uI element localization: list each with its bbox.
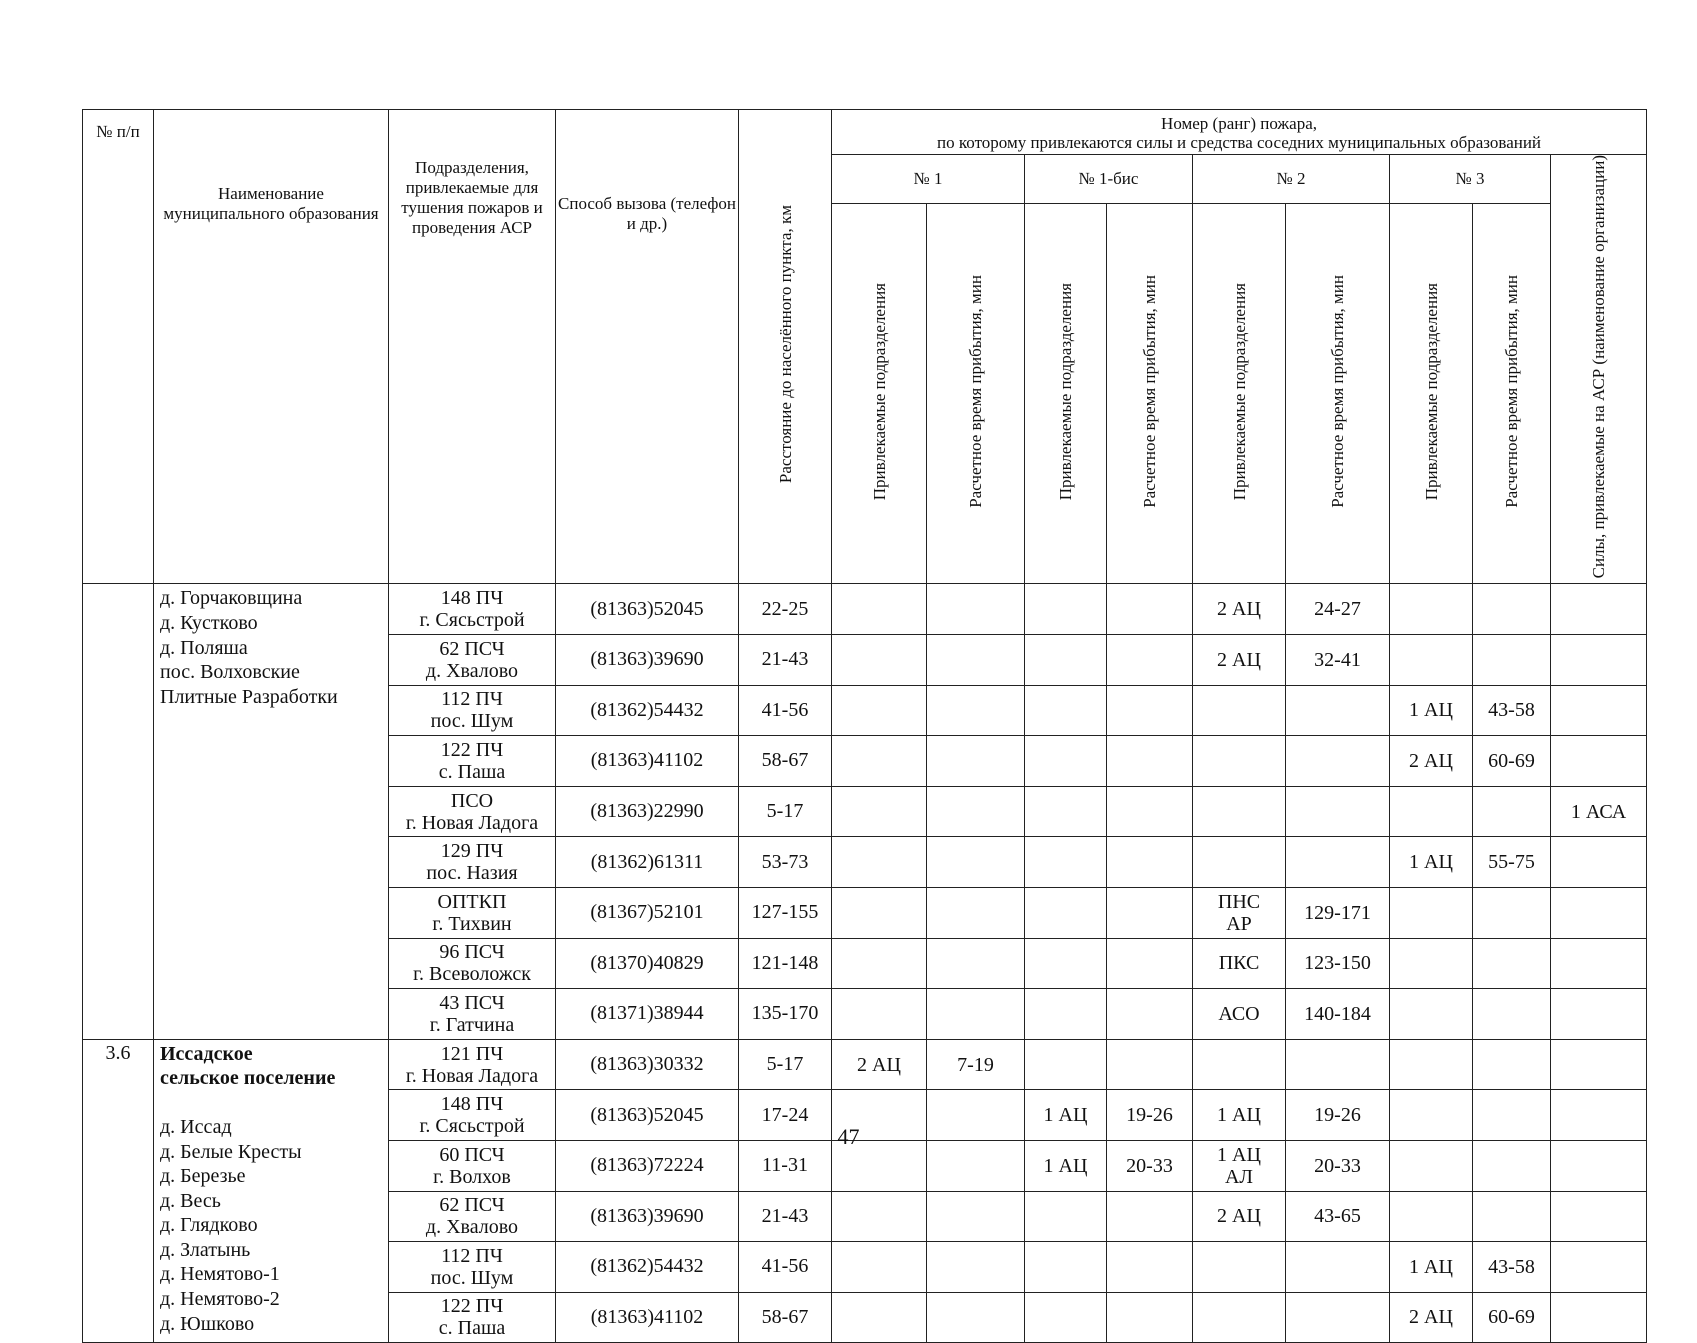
- rank-cell-r1bu: [1025, 1242, 1107, 1293]
- settlement-name: Плитные Разработки: [160, 685, 338, 708]
- rank-cell-r3t: [1473, 1039, 1551, 1090]
- rank-cell-r2u: 2 АЦ: [1193, 584, 1286, 635]
- phone-cell: (81363)22990: [556, 786, 739, 837]
- rank-cell-r2t: [1286, 837, 1390, 888]
- settlement-name: д. Белые Кресты: [160, 1140, 302, 1163]
- municipality-title: Иссадское: [160, 1042, 253, 1065]
- rank-cell-r2u: 2 АЦ: [1193, 634, 1286, 685]
- distance-cell: 121-148: [739, 938, 832, 989]
- header-asr-forces: Силы, привлекаемые на АСР (наименование организации): [1551, 155, 1647, 584]
- page-number: 47: [837, 1124, 860, 1149]
- unit-location: с. Паша: [438, 760, 506, 783]
- rank-cell-r3u: [1390, 1191, 1473, 1242]
- rank-cell-r2u: [1193, 786, 1286, 837]
- rank-cell-r1t: [927, 837, 1025, 888]
- unit-location: г. Новая Ладога: [405, 811, 539, 834]
- unit-cell: [389, 1292, 556, 1343]
- rank-cell-asr: [1551, 938, 1647, 989]
- settlement-name: д. Немятово-2: [160, 1288, 280, 1311]
- rank-cell-r1t: [927, 1292, 1025, 1343]
- table-body: [83, 584, 1647, 1343]
- rank-cell-r1bt: [1107, 736, 1193, 787]
- rank-cell-r2t: [1286, 1039, 1390, 1090]
- rank-cell-r2u: [1193, 685, 1286, 736]
- header-rank-1bis: № 1-бис: [1025, 155, 1193, 204]
- unit-location: пос. Шум: [430, 710, 514, 733]
- rank-cell-r1u: [832, 736, 927, 787]
- phone-cell: (81371)38944: [556, 989, 739, 1040]
- header-call-method: Способ вызова (телефон и др.): [556, 110, 739, 584]
- unit-name: 148 ПЧ: [440, 587, 504, 610]
- distance-cell: 53-73: [739, 837, 832, 888]
- rank-cell-r1bt: [1107, 938, 1193, 989]
- rank-cell-r1u: [832, 938, 927, 989]
- header-r2-units: Привлекаемые подразделения: [1193, 204, 1286, 584]
- unit-name: 112 ПЧ: [441, 688, 503, 711]
- phone-cell: (81363)39690: [556, 634, 739, 685]
- settlement-name: д. Юшково: [160, 1312, 255, 1335]
- rank-cell-r1u: [832, 584, 927, 635]
- rank-cell-r2t: 43-65: [1286, 1191, 1390, 1242]
- rank-cell-r2t: [1286, 685, 1390, 736]
- rank-cell-r3t: 43-58: [1473, 1242, 1551, 1293]
- rank-cell-r1bt: [1107, 1242, 1193, 1293]
- rank-cell-r1t: [927, 786, 1025, 837]
- unit-location: г. Волхов: [433, 1165, 511, 1188]
- rank-cell-r1u: [832, 685, 927, 736]
- unit-cell: [389, 685, 556, 736]
- distance-cell: 5-17: [739, 786, 832, 837]
- rank-cell-asr: [1551, 634, 1647, 685]
- rank-cell-asr: [1551, 1242, 1647, 1293]
- rank-cell-r2u: ПКС: [1193, 938, 1286, 989]
- unit-cell: [389, 837, 556, 888]
- rank-cell-r1u: [832, 1191, 927, 1242]
- phone-cell: (81367)52101: [556, 887, 739, 938]
- unit-location: пос. Шум: [430, 1266, 514, 1289]
- settlement-name: д. Иссад: [160, 1115, 232, 1138]
- rank-cell-r2t: 24-27: [1286, 584, 1390, 635]
- rank-cell-r2u: 2 АЦ: [1193, 1191, 1286, 1242]
- settlement-name: д. Глядково: [160, 1214, 258, 1237]
- rank-cell-asr: [1551, 685, 1647, 736]
- rank-cell-r2t: [1286, 736, 1390, 787]
- rank-cell-r1bu: [1025, 634, 1107, 685]
- header-r1-units: Привлекаемые подразделения: [832, 204, 927, 584]
- rank-cell-r2u: 1 АЦ: [1193, 1090, 1286, 1141]
- rank-cell-r1bu: [1025, 584, 1107, 635]
- rank-cell-asr: [1551, 1039, 1647, 1090]
- phone-cell: (81363)41102: [556, 736, 739, 787]
- rank-cell-asr: [1551, 736, 1647, 787]
- rank-title-line-1: Номер (ранг) пожара,: [1161, 114, 1318, 133]
- unit-name: 148 ПЧ: [440, 1093, 504, 1116]
- rank-cell-r3u: 1 АЦ: [1390, 685, 1473, 736]
- distance-cell: 127-155: [739, 887, 832, 938]
- rank-cell-asr: [1551, 1191, 1647, 1242]
- unit-name: ПСО: [450, 789, 494, 812]
- unit-cell: [389, 938, 556, 989]
- unit-location: г. Тихвин: [432, 912, 512, 935]
- rank-cell-r1u: [832, 887, 927, 938]
- distance-cell: 41-56: [739, 1242, 832, 1293]
- rank-cell-r2t: [1286, 1292, 1390, 1343]
- rank-cell-r1u: [832, 989, 927, 1040]
- settlement-name: д. Немятово-1: [160, 1263, 280, 1286]
- phone-cell: (81363)30332: [556, 1039, 739, 1090]
- rank-cell-r2t: 32-41: [1286, 634, 1390, 685]
- distance-cell: 5-17: [739, 1039, 832, 1090]
- rank-cell-r2u: [1193, 1039, 1286, 1090]
- phone-cell: (81363)52045: [556, 1090, 739, 1141]
- unit-cell: [389, 1242, 556, 1293]
- settlement-name: д. Кустково: [160, 611, 258, 634]
- unit-cell: [389, 584, 556, 635]
- unit-location: г. Гатчина: [429, 1013, 515, 1036]
- rank-cell-r1bu: [1025, 786, 1107, 837]
- settlement-name: д. Горчаковщина: [160, 587, 303, 610]
- rank-cell-r3t: 60-69: [1473, 736, 1551, 787]
- rank-cell-r3t: [1473, 786, 1551, 837]
- rank-cell-asr: [1551, 887, 1647, 938]
- rank-cell-r2t: [1286, 786, 1390, 837]
- rank-cell-r2t: 129-171: [1286, 887, 1390, 938]
- unit-location: г. Всеволожск: [413, 963, 531, 986]
- rank-cell-r1bt: [1107, 786, 1193, 837]
- unit-cell: [389, 887, 556, 938]
- unit-name: ОПТКП: [437, 890, 507, 913]
- rank-cell-r3u: 2 АЦ: [1390, 736, 1473, 787]
- rank-cell-r1t: 7-19: [927, 1039, 1025, 1090]
- rank-cell-r1bt: 20-33: [1107, 1140, 1193, 1191]
- rank-cell-r1u: [832, 837, 927, 888]
- settlement-name: д. Златынь: [160, 1238, 251, 1261]
- unit-name: 62 ПСЧ: [439, 637, 505, 660]
- table-row: [83, 584, 1647, 635]
- unit-location: д. Хвалово: [425, 1216, 519, 1239]
- rank-cell-r1bt: [1107, 685, 1193, 736]
- rank-cell-r2u: [1193, 837, 1286, 888]
- rank-cell-r2u: [1193, 1242, 1286, 1293]
- settlement-name: пос. Волховские: [160, 661, 300, 684]
- distance-cell: 22-25: [739, 584, 832, 635]
- rank-cell-r2t: [1286, 1242, 1390, 1293]
- phone-cell: (81363)39690: [556, 1191, 739, 1242]
- rank-cell-r1bu: [1025, 938, 1107, 989]
- rank-cell-r2t: 20-33: [1286, 1140, 1390, 1191]
- unit-location: г. Сясьстрой: [419, 609, 525, 632]
- municipality-title: сельское поселение: [160, 1067, 336, 1090]
- header-r1bis-time: Расчетное время прибытия, мин: [1107, 204, 1193, 584]
- rank-cell-r3t: [1473, 989, 1551, 1040]
- rank-cell-r1bt: [1107, 1191, 1193, 1242]
- rank-cell-r3t: [1473, 584, 1551, 635]
- rank-cell-r2u: [1193, 1292, 1286, 1343]
- rank-cell-r1bu: [1025, 1191, 1107, 1242]
- rank-cell-r1t: [927, 634, 1025, 685]
- rank-cell-r1bu: 1 АЦ: [1025, 1140, 1107, 1191]
- rank-cell-r1bt: [1107, 584, 1193, 635]
- settlement-name: д. Березье: [160, 1165, 246, 1188]
- rank-cell-r1t: [927, 584, 1025, 635]
- unit-cell: [389, 736, 556, 787]
- distance-cell: 41-56: [739, 685, 832, 736]
- distance-cell: 21-43: [739, 1191, 832, 1242]
- unit-name: 62 ПСЧ: [439, 1194, 505, 1217]
- header-number: № п/п: [83, 110, 154, 584]
- rank-cell-r1u: [832, 1242, 927, 1293]
- phone-cell: (81363)52045: [556, 584, 739, 635]
- rank-cell-r3t: 60-69: [1473, 1292, 1551, 1343]
- unit-cell: [389, 634, 556, 685]
- header-units: Подразделения, привлекаемые для тушения пожаров и проведения АСР: [389, 110, 556, 584]
- rank-cell-r3t: 55-75: [1473, 837, 1551, 888]
- unit-location: г. Сясьстрой: [419, 1115, 525, 1138]
- header-rank-1: № 1: [832, 155, 1025, 204]
- rank-cell-r1bt: [1107, 837, 1193, 888]
- rank-cell-r1t: [927, 736, 1025, 787]
- rank-cell-r3t: [1473, 1191, 1551, 1242]
- unit-name: 112 ПЧ: [441, 1244, 503, 1267]
- rank-cell-r3t: [1473, 634, 1551, 685]
- header-name: Наименование муниципального образования: [154, 110, 389, 584]
- phone-cell: (81362)54432: [556, 1242, 739, 1293]
- unit-name: 122 ПЧ: [440, 738, 504, 761]
- settlement-name: д. Поляша: [160, 636, 248, 659]
- rank-cell-r3u: [1390, 584, 1473, 635]
- distance-cell: 58-67: [739, 1292, 832, 1343]
- distance-cell: 11-31: [739, 1140, 832, 1191]
- rank-cell-r1bu: [1025, 1292, 1107, 1343]
- unit-name: 96 ПСЧ: [439, 941, 505, 964]
- rank-cell-r1bt: [1107, 1039, 1193, 1090]
- settlement-name: д. Весь: [160, 1189, 221, 1212]
- phone-cell: (81362)54432: [556, 685, 739, 736]
- rank-cell-r1t: [927, 1191, 1025, 1242]
- rank-cell-asr: [1551, 837, 1647, 888]
- header-r1-time: Расчетное время прибытия, мин: [927, 204, 1025, 584]
- rank-cell-r1t: [927, 685, 1025, 736]
- unit-cell: [389, 989, 556, 1040]
- rank-cell-r1u: [832, 1292, 927, 1343]
- rank-cell-r1bt: 19-26: [1107, 1090, 1193, 1141]
- unit-name: 129 ПЧ: [440, 840, 504, 863]
- rank-cell-r1t: [927, 1242, 1025, 1293]
- rank-cell-r3u: 1 АЦ: [1390, 1242, 1473, 1293]
- unit-name: 121 ПЧ: [440, 1042, 504, 1065]
- rank-cell-r1bu: [1025, 887, 1107, 938]
- unit-location: д. Хвалово: [425, 659, 519, 682]
- unit-location: пос. Назия: [426, 862, 518, 885]
- rank-cell-r1u: [832, 634, 927, 685]
- header-rank-3: № 3: [1390, 155, 1551, 204]
- header-rank-title: [832, 110, 1647, 155]
- rank-cell-r1bu: [1025, 736, 1107, 787]
- rank-cell-r3u: 2 АЦ: [1390, 1292, 1473, 1343]
- distance-cell: 58-67: [739, 736, 832, 787]
- rank-cell-r3u: [1390, 786, 1473, 837]
- phone-cell: (81363)72224: [556, 1140, 739, 1191]
- rank-cell-r1t: [927, 887, 1025, 938]
- unit-location: г. Новая Ладога: [405, 1064, 539, 1087]
- rank-cell-r2t: 19-26: [1286, 1090, 1390, 1141]
- header-r1bis-units: Привлекаемые подразделения: [1025, 204, 1107, 584]
- row-number: 3.6: [83, 1039, 154, 1343]
- rank-cell-r1bu: [1025, 989, 1107, 1040]
- rank-cell-r1bu: 1 АЦ: [1025, 1090, 1107, 1141]
- rank-cell-r2u: [1193, 736, 1286, 787]
- rank-cell-asr: [1551, 584, 1647, 635]
- rank-cell-asr: [1551, 989, 1647, 1040]
- unit-cell: [389, 1039, 556, 1090]
- rank-cell-r1bt: [1107, 1292, 1193, 1343]
- rank-cell-r3u: [1390, 887, 1473, 938]
- rank-cell-r1bt: [1107, 989, 1193, 1040]
- rank-cell-r1u: 2 АЦ: [832, 1039, 927, 1090]
- phone-cell: (81362)61311: [556, 837, 739, 888]
- rank-cell-r2u: ПНС АР: [1193, 887, 1286, 938]
- rank-cell-r1bu: [1025, 685, 1107, 736]
- header-r3-units: Привлекаемые подразделения: [1390, 204, 1473, 584]
- rank-cell-r1bu: [1025, 1039, 1107, 1090]
- rank-cell-r3u: [1390, 989, 1473, 1040]
- distance-cell: 135-170: [739, 989, 832, 1040]
- unit-name: 122 ПЧ: [440, 1295, 504, 1318]
- header-r2-time: Расчетное время прибытия, мин: [1286, 204, 1390, 584]
- rank-cell-r3t: [1473, 938, 1551, 989]
- rank-cell-r1bt: [1107, 887, 1193, 938]
- rank-cell-r2t: 140-184: [1286, 989, 1390, 1040]
- rank-cell-r3u: [1390, 634, 1473, 685]
- header-rank-2: № 2: [1193, 155, 1390, 204]
- unit-cell: [389, 1191, 556, 1242]
- distance-cell: 17-24: [739, 1090, 832, 1141]
- rank-cell-r1bt: [1107, 634, 1193, 685]
- unit-name: 60 ПСЧ: [439, 1143, 505, 1166]
- distance-cell: 21-43: [739, 634, 832, 685]
- rank-cell-r1u: [832, 786, 927, 837]
- rank-cell-asr: [1551, 1292, 1647, 1343]
- rank-cell-r1t: [927, 989, 1025, 1040]
- table-row: [83, 1039, 1647, 1090]
- spacer: [160, 1091, 382, 1115]
- rank-cell-r3u: [1390, 1039, 1473, 1090]
- rank-title-line-2: по которому привлекаются силы и средства соседних муниципальных образований: [937, 133, 1542, 152]
- phone-cell: (81363)41102: [556, 1292, 739, 1343]
- unit-location: с. Паша: [438, 1317, 506, 1340]
- rank-cell-r2u: 1 АЦ АЛ: [1193, 1140, 1286, 1191]
- municipality-name: [154, 584, 389, 1039]
- rank-cell-r3t: 43-58: [1473, 685, 1551, 736]
- phone-cell: (81370)40829: [556, 938, 739, 989]
- row-number: [83, 584, 154, 1039]
- header-r3-time: Расчетное время прибытия, мин: [1473, 204, 1551, 584]
- unit-cell: [389, 786, 556, 837]
- header-distance: Расстояние до населённого пункта, км: [739, 110, 832, 584]
- rank-cell-asr: 1 АСА: [1551, 786, 1647, 837]
- rank-cell-r1t: [927, 938, 1025, 989]
- rank-cell-r2t: 123-150: [1286, 938, 1390, 989]
- unit-name: 43 ПСЧ: [439, 991, 505, 1014]
- rank-cell-r1bu: [1025, 837, 1107, 888]
- fire-resources-table: [82, 109, 1647, 1343]
- rank-cell-r3u: 1 АЦ: [1390, 837, 1473, 888]
- rank-cell-r2u: АСО: [1193, 989, 1286, 1040]
- rank-cell-r3t: [1473, 887, 1551, 938]
- rank-cell-r3u: [1390, 938, 1473, 989]
- municipality-name: [154, 1039, 389, 1343]
